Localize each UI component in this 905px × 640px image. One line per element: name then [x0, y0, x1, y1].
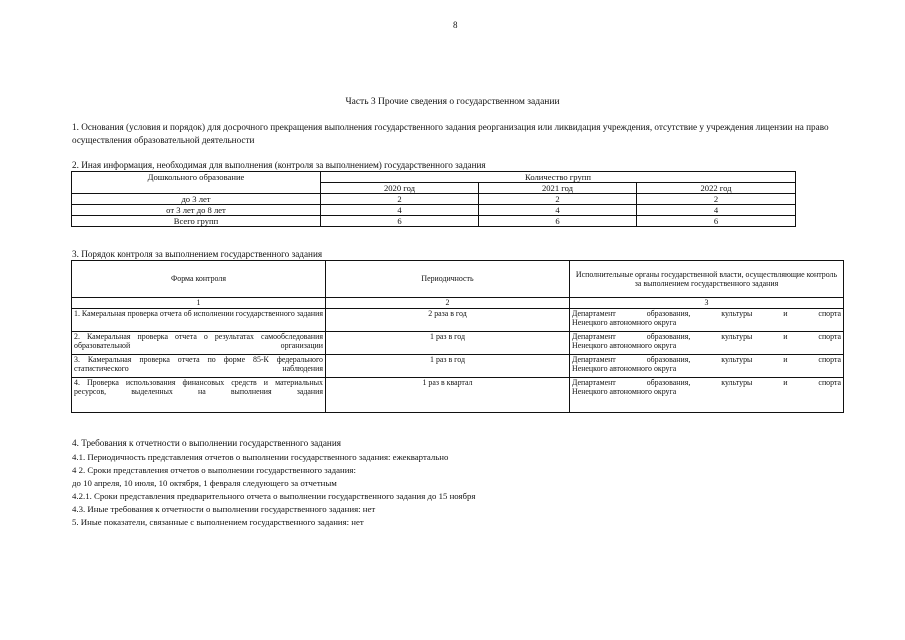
requirement-line: 4 2. Сроки представления отчетов о выполнении государственного задания: [72, 465, 356, 475]
section1-text: 1. Основания (условия и порядок) для досрочного прекращения выполнения государственного задания реорганизация или ликвидация учреждения, отсутствие у учреждения лицензии на право осуществления образовательной деятельности [72, 122, 829, 145]
control-form: 3. Камеральная проверка отчета по форме 85-К федерального статистического наблюдения [72, 354, 326, 377]
page-number: 8 [453, 20, 458, 30]
control-organ [570, 308, 844, 331]
table-row [72, 354, 844, 377]
column-header-form: Форма контроля [72, 261, 326, 298]
year-header: 2022 год [637, 183, 796, 194]
section3-title: 3. Порядок контроля за выполнением государственного задания [72, 249, 323, 259]
column-header-organ: Исполнительные органы государственной власти, осуществляющие контроль за выполнением государственного задания [570, 261, 844, 298]
part-title: Часть 3 Прочие сведения о государственном задании [345, 97, 560, 107]
control-table [71, 260, 844, 413]
organ-line: Ненецкого автономного округа [572, 364, 677, 373]
requirement-line: до 10 апреля, 10 июля, 10 октября, 1 февраля следующего за отчетным [72, 478, 337, 488]
requirement-line: 4.2.1. Сроки представления предварительного отчета о выполнении государственного задания до 15 ноября [72, 491, 476, 501]
control-form: 2. Камеральная проверка отчета о результатах самообследования образовательной организации [72, 331, 326, 354]
control-form: 1. Камеральная проверка отчета об исполнении государственного задания [72, 308, 326, 331]
column-number: 3 [570, 298, 844, 309]
organ-line: Департамент образования, культуры и спорта [572, 354, 841, 364]
table-row [72, 205, 796, 216]
organ-line: Департамент образования, культуры и спорта [572, 377, 841, 387]
requirement-line: 4.3. Иные требования к отчетности о выполнении государственного задания: нет [72, 504, 376, 514]
cell-value: 4 [321, 205, 479, 216]
cell-value: 4 [637, 205, 796, 216]
cell-value: 2 [321, 194, 479, 205]
table-row [72, 377, 844, 412]
control-period: 1 раз в год [326, 354, 570, 377]
section4-title: 4. Требования к отчетности о выполнении государственного задания [72, 438, 341, 448]
cell-value: 6 [321, 216, 479, 227]
row-label: до 3 лет [72, 194, 321, 205]
organ-line: Ненецкого автономного округа [572, 318, 677, 327]
cell-value: 2 [637, 194, 796, 205]
row-label: Всего групп [72, 216, 321, 227]
control-organ [570, 354, 844, 377]
cell-value: 2 [479, 194, 637, 205]
section2-title: 2. Иная информация, необходимая для выполнения (контроля за выполнением) государственного задания [72, 160, 486, 170]
control-period: 1 раз в квартал [326, 377, 570, 412]
control-form: 4. Проверка использования финансовых средств и материальных ресурсов, выделенных на выполнения задания [72, 377, 326, 412]
organ-line: Департамент образования, культуры и спорта [572, 331, 841, 341]
table-header-education: Дошкольного образование [72, 172, 321, 194]
control-period: 1 раз в год [326, 331, 570, 354]
requirement-line: 4.1. Периодичность представления отчетов о выполнении государственного задания: ежеквартально [72, 452, 449, 462]
requirement-line: 5. Иные показатели, связанные с выполнением государственного задания: нет [72, 517, 364, 527]
control-organ [570, 377, 844, 412]
table-row [72, 216, 796, 227]
cell-value: 4 [479, 205, 637, 216]
column-number: 1 [72, 298, 326, 309]
table-header-group-count: Количество групп [321, 172, 796, 183]
row-label: от 3 лет до 8 лет [72, 205, 321, 216]
control-organ [570, 331, 844, 354]
organ-line: Ненецкого автономного округа [572, 387, 677, 396]
control-period: 2 раза в год [326, 308, 570, 331]
column-header-period: Периодичность [326, 261, 570, 298]
organ-line: Департамент образования, культуры и спорта [572, 308, 841, 318]
table-row [72, 308, 844, 331]
cell-value: 6 [479, 216, 637, 227]
organ-line: Ненецкого автономного округа [572, 341, 677, 350]
group-count-table [71, 171, 796, 227]
column-number: 2 [326, 298, 570, 309]
year-header: 2021 год [479, 183, 637, 194]
year-header: 2020 год [321, 183, 479, 194]
cell-value: 6 [637, 216, 796, 227]
table-row [72, 331, 844, 354]
table-row [72, 194, 796, 205]
